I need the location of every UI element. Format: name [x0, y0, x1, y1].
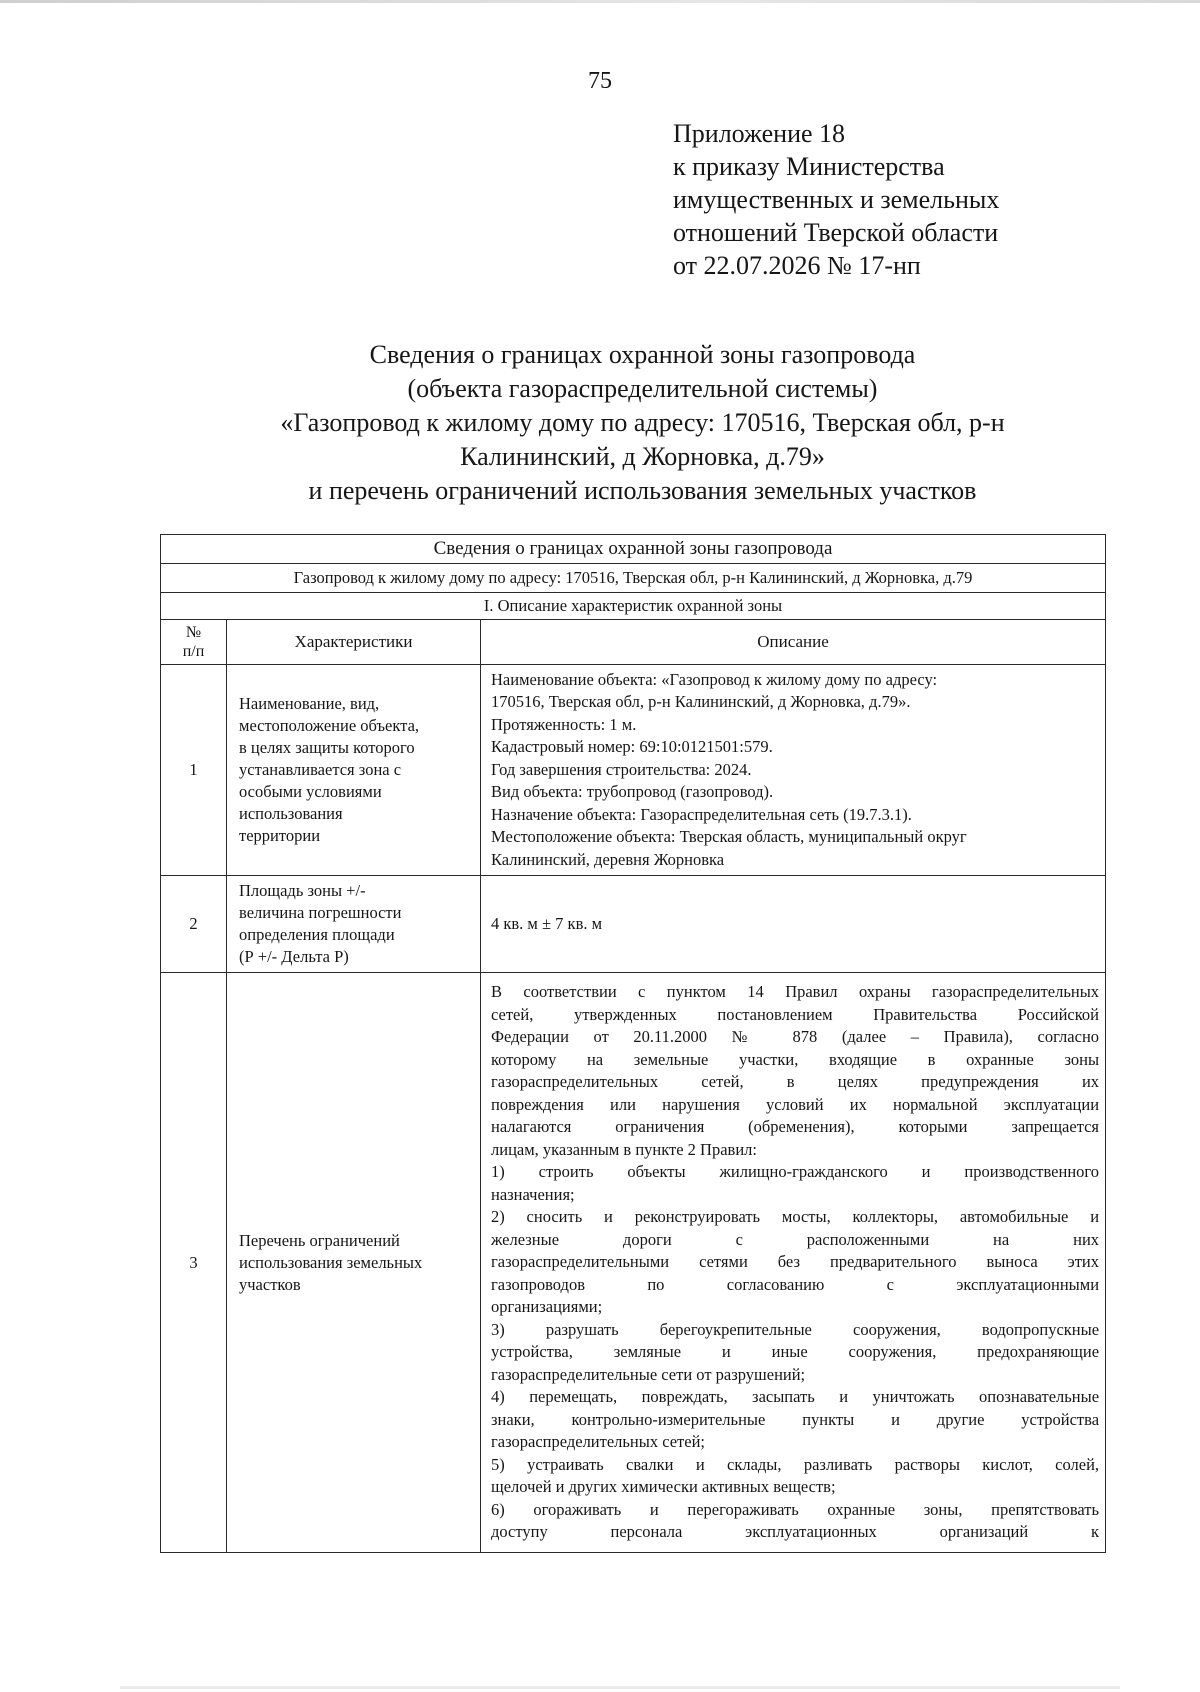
column-header-number-line2: п/п	[182, 643, 205, 660]
text-line: повреждения или нарушения условий их нормальной эксплуатации	[491, 1094, 1100, 1114]
appendix-block	[673, 117, 1153, 282]
text-line: 170516, Тверская обл, р-н Калининский, д Жорновка, д.79».	[491, 692, 911, 712]
appendix-line: к приказу Министерства	[673, 152, 945, 181]
column-header-number	[161, 620, 227, 665]
text-line: Кадастровый номер: 69:10:0121501:579.	[491, 737, 773, 757]
text-line: особыми условиями	[239, 782, 382, 801]
text-line: Наименование объекта: «Газопровод к жилому дому по адресу:	[491, 669, 938, 689]
text-line: железные дороги с расположенными на них	[491, 1229, 1100, 1249]
text-line: газопроводов по согласованию с эксплуатационными	[491, 1274, 1100, 1294]
text-line: участков	[239, 1274, 301, 1294]
document-title	[160, 338, 1125, 508]
text-line: Местоположение объекта: Тверская область, муниципальный округ	[491, 827, 967, 847]
text-line: 5) устраивать свалки и склады, разливать растворы кислот, солей,	[491, 1454, 1100, 1474]
text-line: газораспределительных сетей, в целях предупреждения их	[491, 1072, 1100, 1092]
column-header-description: Описание	[481, 620, 1106, 665]
appendix-line: имущественных и земельных	[673, 185, 1000, 214]
appendix-line: Приложение 18	[673, 119, 846, 148]
text-line: знаки, контрольно-измерительные пункты и другие устройства	[491, 1409, 1100, 1429]
title-line: и перечень ограничений использования земельных участков	[308, 476, 977, 505]
row-characteristic	[227, 665, 481, 876]
text-line: организациями;	[491, 1297, 603, 1317]
text-line: 4) перемещать, повреждать, засыпать и уничтожать опознавательные	[491, 1387, 1100, 1407]
text-line: использования	[239, 804, 343, 823]
text-line: территории	[239, 826, 321, 845]
text-line: 4 кв. м ± 7 кв. м	[491, 913, 603, 933]
text-line: которому на земельные участки, входящие в охранные зоны	[491, 1049, 1100, 1069]
text-line: 6) огораживать и перегораживать охранные зоны, препятствовать	[491, 1499, 1100, 1519]
text-line: Площадь зоны +/-	[239, 881, 366, 900]
row-characteristic	[227, 973, 481, 1553]
text-line: лицам, указанным в пункте 2 Правил:	[491, 1139, 757, 1159]
text-line: сетей, утвержденных постановлением Правительства Российской	[491, 1004, 1100, 1024]
text-line: В соответствии с пунктом 14 Правил охраны газораспределительных	[491, 982, 1100, 1002]
text-line: определения площади	[239, 925, 395, 944]
text-line: Калининский, деревня Жорновка	[491, 849, 725, 869]
table-header-row	[161, 620, 1106, 665]
table-heading: Сведения о границах охранной зоны газопровода	[161, 535, 1106, 564]
text-line: щелочей и других химически активных веществ;	[491, 1477, 836, 1497]
scan-edge-top	[0, 0, 1200, 3]
text-line: Протяженность: 1 м.	[491, 714, 637, 734]
table-section-title: I. Описание характеристик охранной зоны	[161, 593, 1106, 620]
text-line: налагаются ограничения (обременения), которыми запрещается	[491, 1117, 1100, 1137]
text-line: 2) сносить и реконструировать мосты, коллекторы, автомобильные и	[491, 1207, 1100, 1227]
text-line: 3) разрушать берегоукрепительные сооружения, водопропускные	[491, 1319, 1100, 1339]
text-line: устанавливается зона с	[239, 760, 402, 779]
text-line: (Р +/- Дельта Р)	[239, 947, 349, 966]
text-line: величина погрешности	[239, 903, 402, 922]
row-characteristic	[227, 876, 481, 973]
text-line: использования земельных	[239, 1252, 423, 1272]
text-line: Федерации от 20.11.2000 № 878 (далее – Правила), согласно	[491, 1027, 1100, 1047]
text-line: Назначение объекта: Газораспределительная сеть (19.7.3.1).	[491, 804, 912, 824]
page-number: 75	[588, 68, 612, 94]
table-row	[161, 973, 1106, 1553]
text-line: Наименование, вид,	[239, 694, 380, 713]
text-line: газораспределительными сетями без предварительного выноса этих	[491, 1252, 1100, 1272]
title-line: Сведения о границах охранной зоны газопровода	[369, 340, 916, 369]
table-row	[161, 665, 1106, 876]
text-line: 1) строить объекты жилищно-гражданского и производственного	[491, 1162, 1100, 1182]
table-row	[161, 876, 1106, 973]
column-header-number-line1: №	[185, 624, 202, 641]
text-line: газораспределительных сетей;	[491, 1432, 706, 1452]
scan-edge-bottom	[120, 1686, 1120, 1689]
text-line: Вид объекта: трубопровод (газопровод).	[491, 782, 774, 802]
row-number: 2	[161, 876, 227, 973]
row-description	[481, 876, 1106, 973]
title-line: (объекта газораспределительной системы)	[407, 374, 878, 403]
protection-zone-table	[160, 534, 1106, 1553]
row-description	[481, 665, 1106, 876]
title-line: Калининский, д Жорновка, д.79»	[460, 442, 825, 471]
text-line: Перечень ограничений	[239, 1230, 400, 1250]
text-line: газораспределительные сети от разрушений;	[491, 1364, 806, 1384]
appendix-line: от 22.07.2026 № 17-нп	[673, 251, 921, 280]
appendix-line: отношений Тверской области	[673, 218, 999, 247]
text-line: назначения;	[491, 1184, 575, 1204]
text-line: местоположение объекта,	[239, 716, 420, 735]
text-line: устройства, земляные и иные сооружения, предохраняющие	[491, 1342, 1100, 1362]
text-line: Год завершения строительства: 2024.	[491, 759, 752, 779]
table-object-name: Газопровод к жилому дому по адресу: 170516, Тверская обл, р-н Калининский, д Жорновка, д.79	[161, 564, 1106, 593]
text-line: в целях защиты которого	[239, 738, 415, 757]
title-line: «Газопровод к жилому дому по адресу: 170516, Тверская обл, р-н	[280, 408, 1005, 437]
row-number: 1	[161, 665, 227, 876]
row-number: 3	[161, 973, 227, 1553]
row-description	[481, 973, 1106, 1553]
column-header-characteristics: Характеристики	[227, 620, 481, 665]
text-line: доступу персонала эксплуатационных организаций к	[491, 1522, 1100, 1542]
